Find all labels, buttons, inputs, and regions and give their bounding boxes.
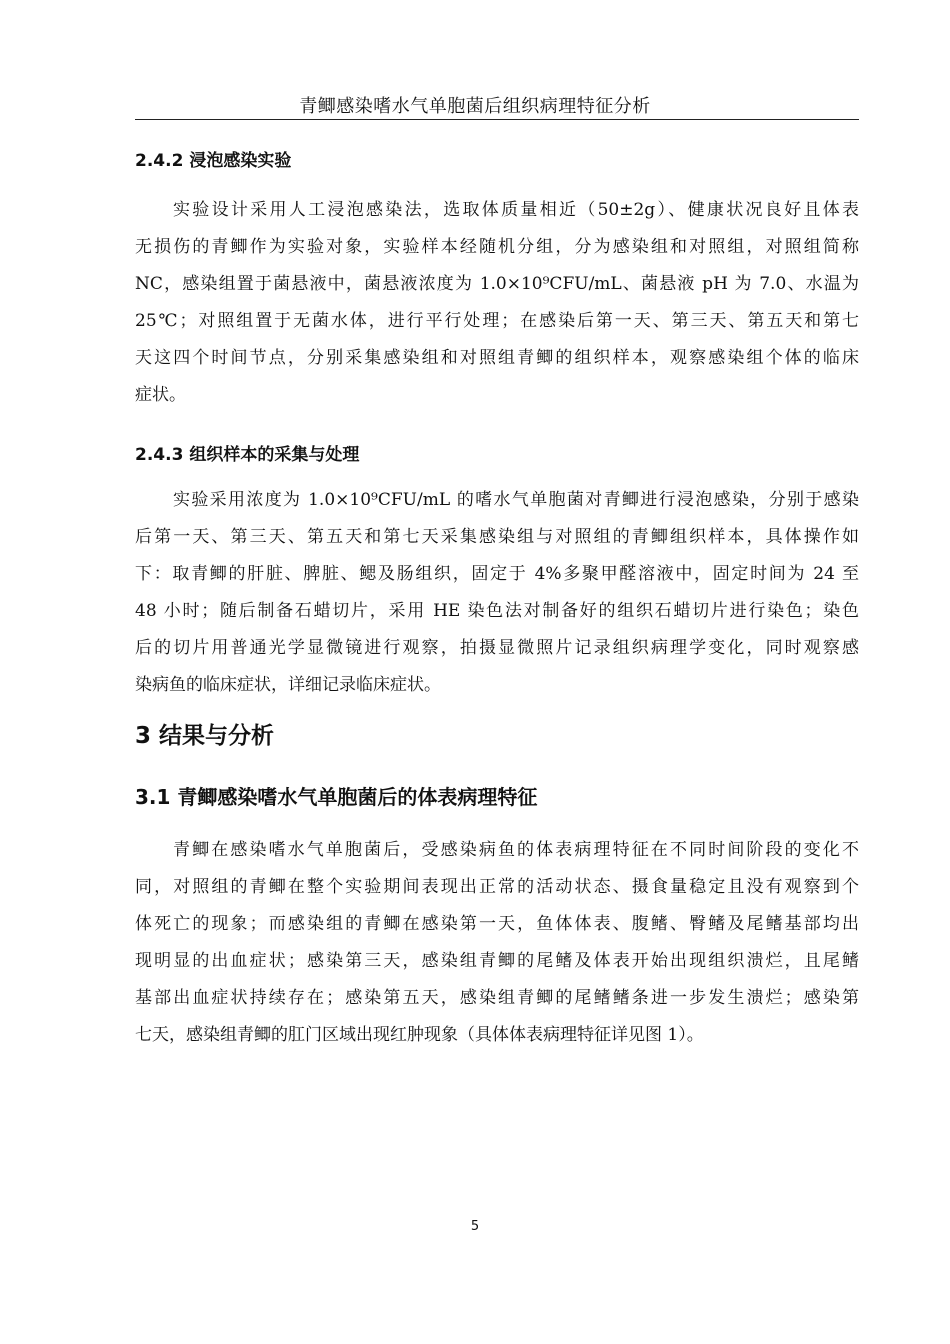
paragraph-line: 七天，感染组青鲫的肛门区域出现红肿现象（具体体表病理特征详见图 1）。 [135,1025,704,1045]
section-heading-2-4-3: 2.4.3 组织样本的采集与处理 [135,445,360,465]
paragraph-line: 体死亡的现象；而感染组的青鲫在感染第一天，鱼体体表、腹鳍、臀鳍及尾鳍基部均出 [135,914,859,934]
paragraph-line: 现明显的出血症状；感染第三天，感染组青鲫的尾鳍及体表开始出现组织溃烂，且尾鳍 [135,951,859,971]
paragraph-line: 后的切片用普通光学显微镜进行观察，拍摄显微照片记录组织病理学变化，同时观察感 [135,638,859,658]
paragraph-line: 实验设计采用人工浸泡感染法，选取体质量相近（50±2g）、健康状况良好且体表 [173,200,859,220]
paragraph-line: 实验采用浓度为 1.0×10⁹CFU/mL 的嗜水气单胞菌对青鲫进行浸泡感染，分别于感染 [173,490,859,510]
paragraph-line: 25℃；对照组置于无菌水体，进行平行处理；在感染后第一天、第三天、第五天和第七 [135,311,859,331]
paragraph-surface-pathology [135,832,859,1054]
paragraph-line: 基部出血症状持续存在；感染第五天，感染组青鲫的尾鳍鳍条进一步发生溃烂；感染第 [135,988,859,1008]
paragraph-line: 染病鱼的临床症状，详细记录临床症状。 [135,675,441,695]
chapter-heading-3: 3 结果与分析 [135,723,275,749]
section-heading-3-1: 3.1 青鲫感染嗜水气单胞菌后的体表病理特征 [135,785,538,809]
paragraph-immersion-infection [135,192,859,414]
paragraph-line: 青鲫在感染嗜水气单胞菌后，受感染病鱼的体表病理特征在不同时间阶段的变化不 [173,840,859,860]
paragraph-sample-processing [135,482,859,704]
paragraph-line: 天这四个时间节点，分别采集感染组和对照组青鲫的组织样本，观察感染组个体的临床 [135,348,859,368]
paragraph-line: 后第一天、第三天、第五天和第七天采集感染组与对照组的青鲫组织样本，具体操作如 [135,527,859,547]
section-heading-2-4-2: 2.4.2 浸泡感染实验 [135,151,292,171]
header-divider [135,119,859,120]
running-header-title: 青鲫感染嗜水气单胞菌后组织病理特征分析 [299,96,651,117]
paragraph-line: NC，感染组置于菌悬液中，菌悬液浓度为 1.0×10⁹CFU/mL、菌悬液 pH 为 7.0、水温为 [135,274,859,294]
paragraph-line: 无损伤的青鲫作为实验对象，实验样本经随机分组，分为感染组和对照组，对照组简称 [135,237,859,257]
paragraph-line: 症状。 [135,385,186,405]
paragraph-line: 下：取青鲫的肝脏、脾脏、鳃及肠组织，固定于 4%多聚甲醛溶液中，固定时间为 24 至 [135,564,859,584]
paragraph-line: 48 小时；随后制备石蜡切片，采用 HE 染色法对制备好的组织石蜡切片进行染色；染色 [135,601,859,621]
paragraph-line: 同，对照组的青鲫在整个实验期间表现出正常的活动状态、摄食量稳定且没有观察到个 [135,877,859,897]
page-number: 5 [470,1219,480,1234]
